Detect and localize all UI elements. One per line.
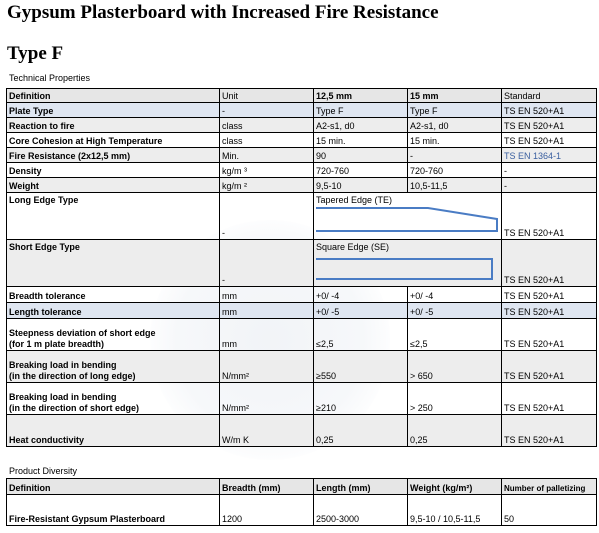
- table-row: [7, 163, 597, 178]
- table-header-row: [7, 89, 597, 103]
- table-row: [7, 193, 597, 240]
- row-unit: N/mm²: [220, 351, 314, 383]
- header-palletizing: Number of palletizing: [502, 479, 597, 495]
- row-value-15: -: [408, 148, 502, 163]
- row-unit: -: [220, 240, 314, 287]
- tapered-edge-diagram: [314, 206, 500, 236]
- row-value-12-5: Type F: [314, 103, 408, 118]
- row-value-12-5: ≥550: [314, 351, 408, 383]
- row-definition-line1: Breaking load in bending: [9, 360, 117, 370]
- table-row: [7, 148, 597, 163]
- row-value-12-5: 15 min.: [314, 133, 408, 148]
- row-unit: Min.: [220, 148, 314, 163]
- page-subtitle: Type F: [7, 43, 64, 64]
- row-value-12-5: 9,5-10: [314, 178, 408, 193]
- row-unit: mm: [220, 319, 314, 351]
- header-length: Length (mm): [314, 479, 408, 495]
- technical-properties-table: [6, 88, 597, 447]
- table-row: [7, 287, 597, 303]
- row-standard: TS EN 1364-1: [502, 148, 597, 163]
- square-edge-diagram: [314, 253, 500, 283]
- table-row: [7, 319, 597, 351]
- table-row: [7, 383, 597, 415]
- row-value-12-5: ≤2,5: [314, 319, 408, 351]
- row-value-15: +0/ -5: [408, 303, 502, 319]
- row-length: 2500-3000: [314, 495, 408, 526]
- page-title: Gypsum Plasterboard with Increased Fire Resistance: [7, 2, 439, 23]
- row-definition: [7, 351, 220, 383]
- row-value-15: A2-s1, d0: [408, 118, 502, 133]
- row-unit: mm: [220, 287, 314, 303]
- row-standard: TS EN 520+A1: [502, 133, 597, 148]
- row-standard: TS EN 520+A1: [502, 118, 597, 133]
- row-unit: -: [220, 103, 314, 118]
- row-definition: Short Edge Type: [7, 240, 220, 287]
- row-standard: TS EN 520+A1: [502, 287, 597, 303]
- row-standard: TS EN 520+A1: [502, 303, 597, 319]
- header-weight: Weight (kg/m²): [408, 479, 502, 495]
- row-unit: kg/m ²: [220, 178, 314, 193]
- section-diversity-label: Product Diversity: [9, 466, 78, 476]
- header-breadth: Breadth (mm): [220, 479, 314, 495]
- header-definition: Definition: [7, 479, 220, 495]
- row-value-15: +0/ -4: [408, 287, 502, 303]
- header-standard: Standard: [502, 89, 597, 103]
- table-row: [7, 495, 597, 526]
- table-row: [7, 415, 597, 447]
- row-value-15: ≤2,5: [408, 319, 502, 351]
- row-value-15: 15 min.: [408, 133, 502, 148]
- row-definition: [7, 319, 220, 351]
- row-definition: Weight: [7, 178, 220, 193]
- row-value-12-5: ≥210: [314, 383, 408, 415]
- row-weight: 9,5-10 / 10,5-11,5: [408, 495, 502, 526]
- row-value-15: > 650: [408, 351, 502, 383]
- row-definition: Length tolerance: [7, 303, 220, 319]
- row-standard: TS EN 520+A1: [502, 193, 597, 240]
- short-edge-diagram-cell: [314, 240, 502, 287]
- row-unit: -: [220, 193, 314, 240]
- header-unit: Unit: [220, 89, 314, 103]
- row-unit: class: [220, 133, 314, 148]
- row-definition: Long Edge Type: [7, 193, 220, 240]
- row-definition-line1: Breaking load in bending: [9, 392, 117, 402]
- row-value-15: Type F: [408, 103, 502, 118]
- table-row: [7, 178, 597, 193]
- row-value-12-5: 90: [314, 148, 408, 163]
- row-definition-line2: (for 1 m plate breadth): [9, 339, 105, 349]
- row-standard: TS EN 520+A1: [502, 415, 597, 447]
- table-row: [7, 118, 597, 133]
- row-definition: [7, 383, 220, 415]
- table-row: [7, 240, 597, 287]
- row-definition-line2: (in the direction of short edge): [9, 403, 139, 413]
- header-definition: Definition: [7, 89, 220, 103]
- row-value-12-5: A2-s1, d0: [314, 118, 408, 133]
- row-definition: Core Cohesion at High Temperature: [7, 133, 220, 148]
- row-definition: Fire-Resistant Gypsum Plasterboard: [7, 495, 220, 526]
- table-row: [7, 351, 597, 383]
- row-standard: TS EN 520+A1: [502, 240, 597, 287]
- row-unit: N/mm²: [220, 383, 314, 415]
- row-standard: -: [502, 163, 597, 178]
- long-edge-type-label: Tapered Edge (TE): [316, 195, 393, 205]
- row-value-12-5: 720-760: [314, 163, 408, 178]
- row-definition: Plate Type: [7, 103, 220, 118]
- row-value-15: 10,5-11,5: [408, 178, 502, 193]
- row-standard: TS EN 520+A1: [502, 351, 597, 383]
- row-value-15: 720-760: [408, 163, 502, 178]
- long-edge-diagram-cell: [314, 193, 502, 240]
- row-palletizing: 50: [502, 495, 597, 526]
- row-value-15: > 250: [408, 383, 502, 415]
- row-value-12-5: 0,25: [314, 415, 408, 447]
- header-12-5mm: 12,5 mm: [314, 89, 408, 103]
- table-header-row: [7, 479, 597, 495]
- row-definition: Density: [7, 163, 220, 178]
- table-row: [7, 303, 597, 319]
- section-technical-label: Technical Properties: [9, 73, 91, 83]
- short-edge-type-label: Square Edge (SE): [316, 242, 390, 252]
- row-definition: Breadth tolerance: [7, 287, 220, 303]
- row-standard: TS EN 520+A1: [502, 383, 597, 415]
- row-unit: W/m K: [220, 415, 314, 447]
- header-15mm: 15 mm: [408, 89, 502, 103]
- row-value-12-5: +0/ -4: [314, 287, 408, 303]
- row-standard: TS EN 520+A1: [502, 319, 597, 351]
- row-standard: TS EN 520+A1: [502, 103, 597, 118]
- table-row: [7, 133, 597, 148]
- row-definition: Heat conductivity: [7, 415, 220, 447]
- row-definition: Fire Resistance (2x12,5 mm): [7, 148, 220, 163]
- row-unit: kg/m ³: [220, 163, 314, 178]
- product-diversity-table: [6, 478, 597, 526]
- row-unit: mm: [220, 303, 314, 319]
- row-definition-line2: (in the direction of long edge): [9, 371, 136, 381]
- row-value-15: 0,25: [408, 415, 502, 447]
- row-value-12-5: +0/ -5: [314, 303, 408, 319]
- row-definition-line1: Steepness deviation of short edge: [9, 328, 156, 338]
- row-breadth: 1200: [220, 495, 314, 526]
- row-definition: Reaction to fire: [7, 118, 220, 133]
- row-standard: -: [502, 178, 597, 193]
- row-unit: class: [220, 118, 314, 133]
- table-row: [7, 103, 597, 118]
